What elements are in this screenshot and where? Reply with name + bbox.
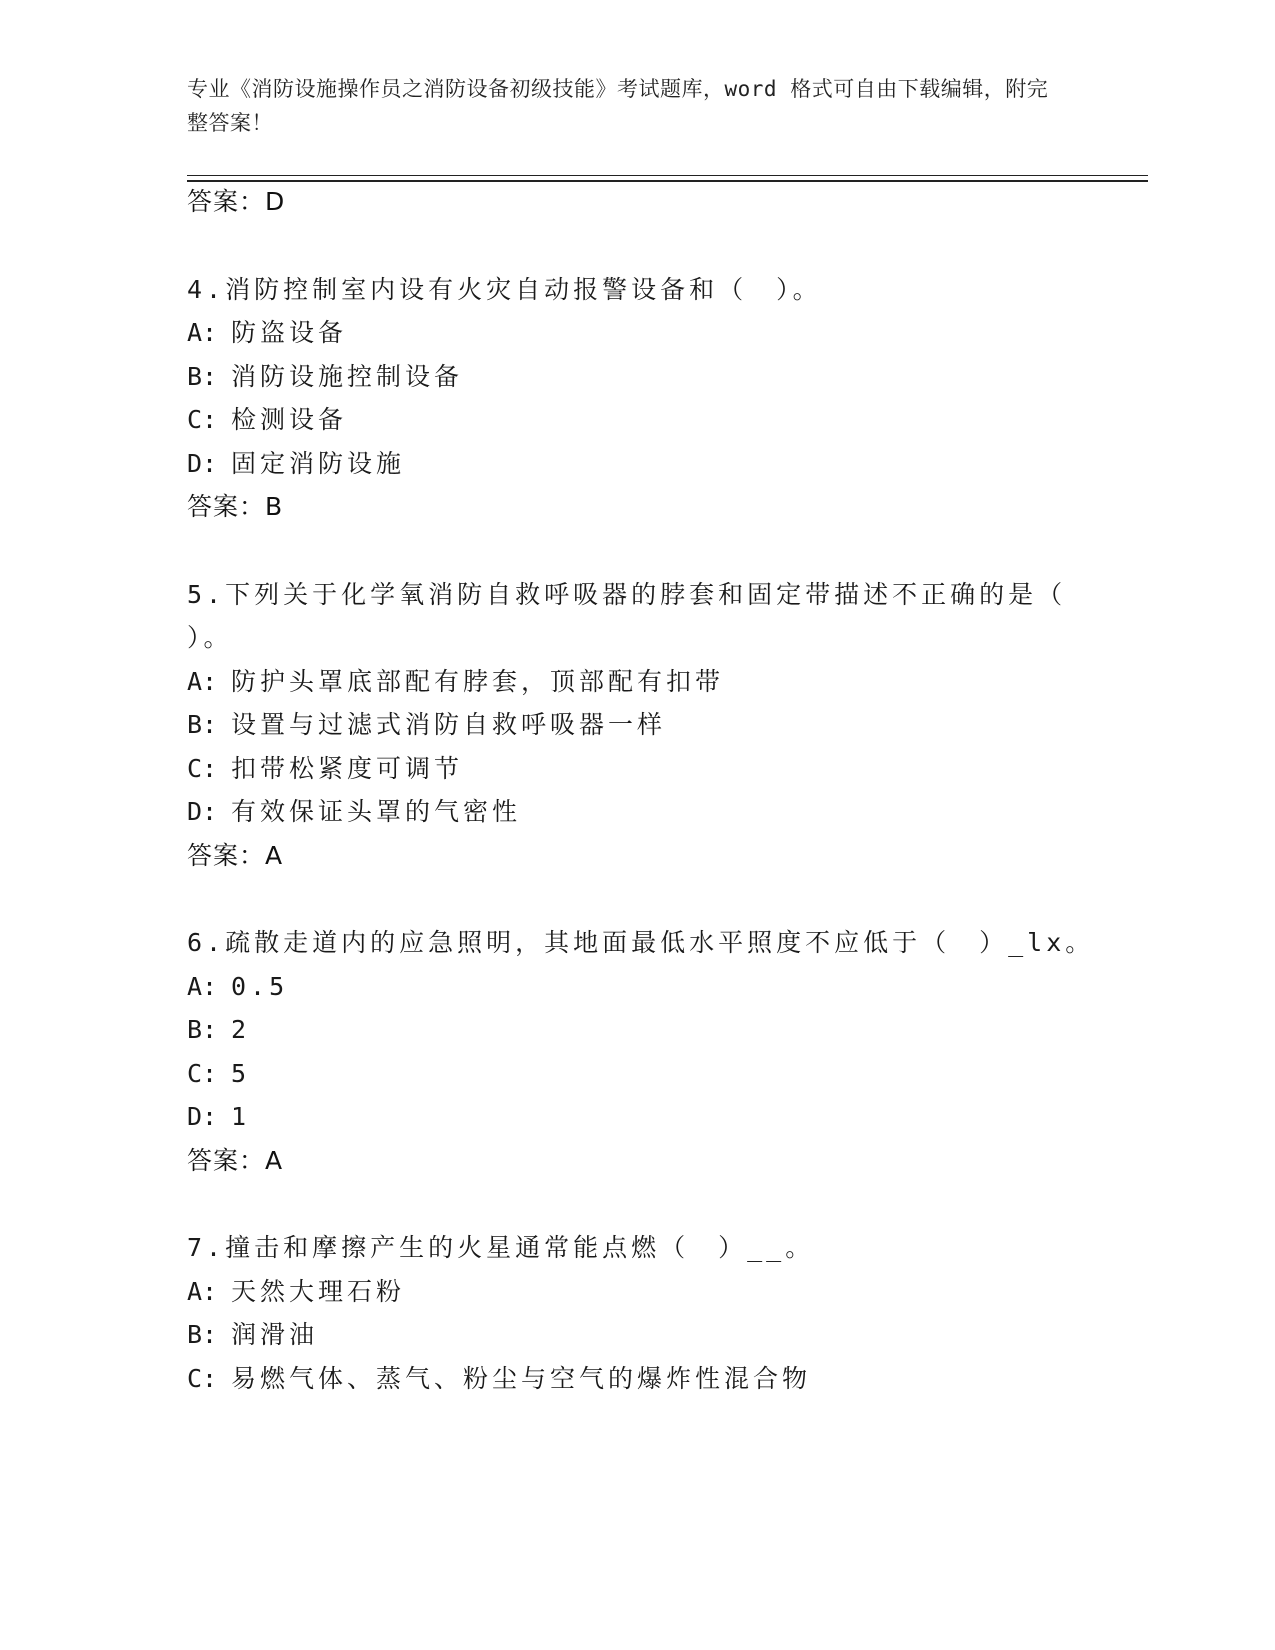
option-letter: A: (187, 318, 218, 347)
answer-q3: 答案：D (187, 187, 286, 216)
question-4-option-d (187, 447, 405, 481)
document-header: 专业《消防设施操作员之消防设备初级技能》考试题库，word 格式可自由下载编辑，附完整答案！ (187, 77, 1049, 135)
answer-q6: 答案：A (187, 1146, 284, 1175)
question-7-option-a (187, 1275, 405, 1309)
option-text: 有效保证头罩的气密性 (231, 797, 522, 826)
option-text: 5 (231, 1059, 251, 1088)
option-letter: D: (187, 797, 218, 826)
option-text: 0.5 (231, 972, 289, 1001)
option-text: 防盗设备 (231, 318, 348, 347)
option-letter: B: (187, 1320, 218, 1349)
question-5-option-a (187, 665, 724, 699)
option-letter: C: (187, 405, 218, 434)
answer-q4: 答案：B (187, 492, 284, 521)
question-6-option-c (187, 1057, 250, 1091)
option-letter: B: (187, 710, 218, 739)
option-letter: C: (187, 1364, 218, 1393)
option-text: 1 (231, 1102, 251, 1131)
question-7-stem: 7.撞击和摩擦产生的火星通常能点燃（ ）__。 (187, 1233, 815, 1262)
option-text: 固定消防设施 (231, 449, 406, 478)
question-5-option-b (187, 708, 666, 742)
question-6-option-d (187, 1100, 250, 1134)
option-letter: A: (187, 667, 218, 696)
option-text: 设置与过滤式消防自救呼吸器一样 (231, 710, 667, 739)
option-letter: C: (187, 1059, 218, 1088)
option-text: 易燃气体、蒸气、粉尘与空气的爆炸性混合物 (231, 1364, 812, 1393)
option-letter: B: (187, 362, 218, 391)
option-text: 检测设备 (231, 405, 348, 434)
question-7-option-b (187, 1318, 318, 1352)
option-letter: A: (187, 972, 218, 1001)
option-text: 润滑油 (231, 1320, 319, 1349)
option-text: 扣带松紧度可调节 (231, 754, 464, 783)
option-text: 天然大理石粉 (231, 1277, 406, 1306)
question-7-option-c (187, 1362, 811, 1396)
header-divider-thick (187, 180, 1148, 182)
answer-q5: 答案：A (187, 841, 284, 870)
question-5-option-c (187, 752, 463, 786)
question-6-stem: 6.疏散走道内的应急照明，其地面最低水平照度不应低于（ ）_lx。 (187, 928, 1095, 957)
option-letter: D: (187, 449, 218, 478)
question-4-option-b (187, 360, 463, 394)
question-4-option-a (187, 316, 347, 350)
option-letter: A: (187, 1277, 218, 1306)
option-letter: C: (187, 754, 218, 783)
question-4-option-c (187, 403, 347, 437)
option-text: 消防设施控制设备 (231, 362, 464, 391)
question-6-option-a (187, 970, 288, 1004)
question-5-stem-line1: 5.下列关于化学氧消防自救呼吸器的脖套和固定带描述不正确的是（ (187, 580, 1067, 609)
option-letter: D: (187, 1102, 218, 1131)
option-text: 防护头罩底部配有脖套，顶部配有扣带 (231, 667, 725, 696)
option-text: 2 (231, 1015, 251, 1044)
question-4-stem: 4.消防控制室内设有火灾自动报警设备和（ ）。 (187, 275, 822, 304)
question-5-option-d (187, 795, 521, 829)
question-5-stem-line2: ）。 (187, 623, 233, 652)
question-6-option-b (187, 1013, 250, 1047)
option-letter: B: (187, 1015, 218, 1044)
header-divider-thin (187, 175, 1148, 176)
